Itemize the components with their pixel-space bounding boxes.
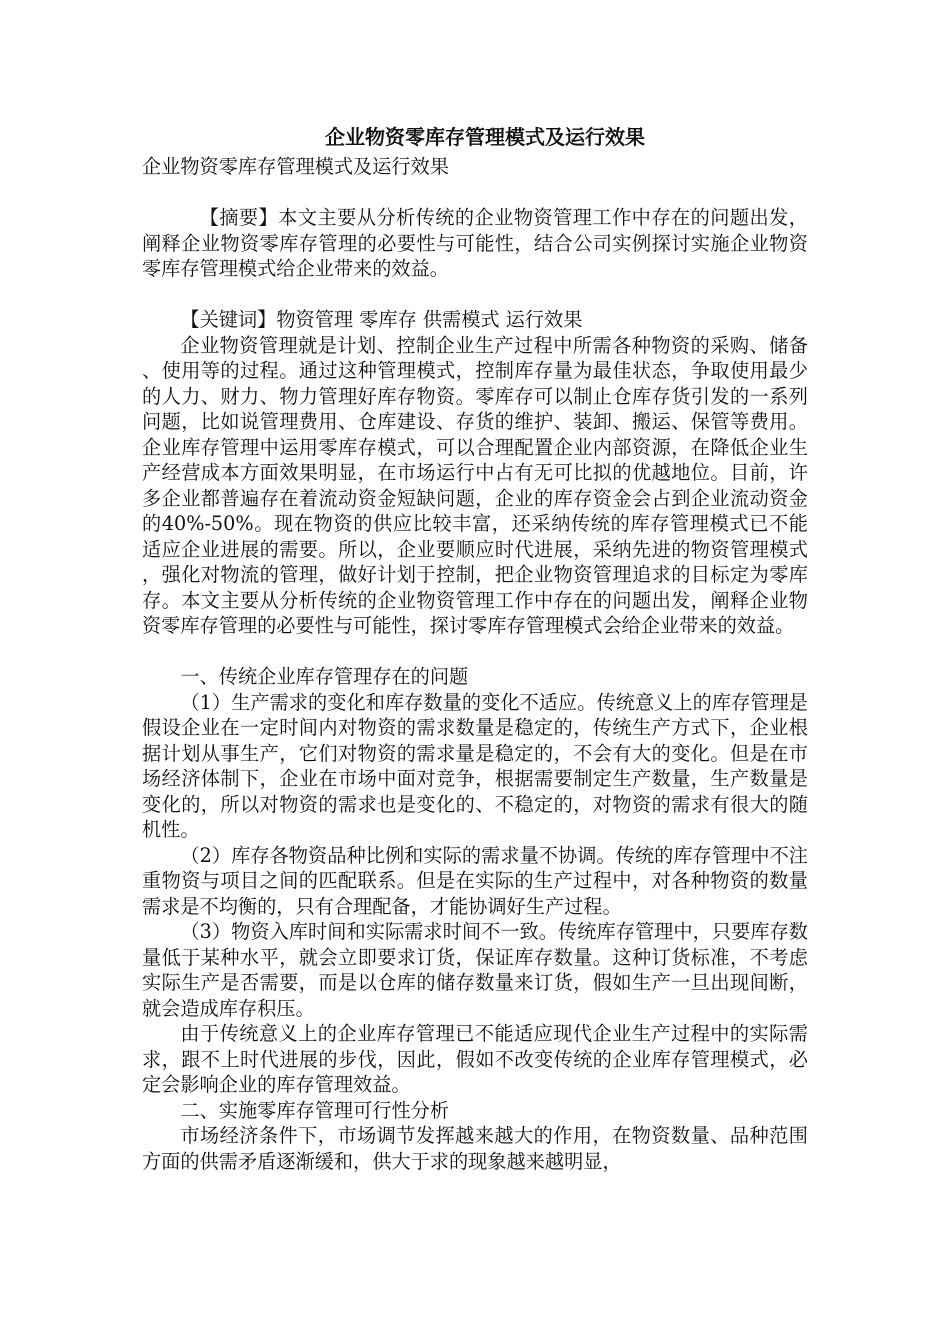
keywords-paragraph: 【关键词】物资管理 零库存 供需模式 运行效果 [180, 308, 583, 331]
blank-line [142, 639, 808, 665]
section1-paragraph-3: （3）物资入库时间和实际需求时间不一致。传统库存管理中，只要库存数量低于某种水平，就会立即要求订货，保证库存数量。这种订货标准，不考虑实际生产是否需要，而是以仓库的储存数量来订货，假如生产一旦出现间断，就会造成库存积压。 [142, 920, 808, 1020]
section1-paragraph-4: 由于传统意义上的企业库存管理已不能适应现代企业生产过程中的实际需求，跟不上时代进展的步伐，因此，假如不改变传统的企业库存管理模式，必定会影响企业的库存管理效益。 [142, 1022, 808, 1096]
blank-line [142, 180, 808, 206]
abstract-paragraph: 【摘要】本文主要从分析传统的企业物资管理工作中存在的问题出发，阐释企业物资零库存管理的必要性与可能性，结合公司实例探讨实施企业物资零库存管理模式给企业带来的效益。 [142, 206, 808, 280]
document-body [142, 120, 808, 1174]
intro-paragraph: 企业物资管理就是计划、控制企业生产过程中所需各种物资的采购、储备、使用等的过程。通过这种管理模式，控制库存量为最佳状态，争取使用最少的人力、财力、物力管理好库存物资。零库存可以制止仓库存货引发的一系列问题，比如说管理费用、仓库建设、存货的维护、装卸、搬运、保管等费用。企业库存管理中运用零库存模式，可以合理配置企业内部资源，在降低企业生产经营成本方面效果明显，在市场运行中占有无可比拟的优越地位。目前，许多企业都普遍存在着流动资金短缺问题，企业的库存资金会占到企业流动资金的40%-50%。现在物资的供应比较丰富，还采纳传统的库存管理模式已不能适应企业进展的需要。所以，企业要顺应时代进展，采纳先进的物资管理模式，强化对物流的管理，做好计划于控制，把企业物资管理追求的目标定为零库存。本文主要从分析传统的企业物资管理工作中存在的问题出发，阐释企业物资零库存管理的必要性与可能性，探讨零库存管理模式会给企业带来的效益。 [142, 333, 808, 637]
section2-paragraph-1: 市场经济条件下，市场调节发挥越来越大的作用，在物资数量、品种范围方面的供需矛盾逐渐缓和，供大于求的现象越来越明显， [142, 1124, 808, 1173]
document-subtitle: 企业物资零库存管理模式及运行效果 [142, 155, 449, 178]
section-heading-1: 一、传统企业库存管理存在的问题 [180, 665, 469, 688]
section-heading-2: 二、实施零库存管理可行性分析 [180, 1098, 450, 1122]
document-title: 企业物资零库存管理模式及运行效果 [325, 125, 645, 149]
blank-line [142, 282, 808, 308]
section1-paragraph-2: （2）库存各物资品种比例和实际的需求量不协调。传统的库存管理中不注重物资与项目之间的匹配联系。但是在实际的生产过程中，对各种物资的数量需求是不均衡的，只有合理配备，才能协调好生产过程。 [142, 843, 808, 918]
section1-paragraph-1: （1）生产需求的变化和库存数量的变化不适应。传统意义上的库存管理是假设企业在一定时间内对物资的需求数量是稳定的，传统生产方式下，企业根据计划从事生产，它们对物资的需求量是稳定的，不会有大的变化。但是在市场经济体制下，企业在市场中面对竞争，根据需要制定生产数量，生产数量是变化的，所以对物资的需求也是变化的、不稳定的，对物资的需求有很大的随机性。 [142, 690, 808, 841]
